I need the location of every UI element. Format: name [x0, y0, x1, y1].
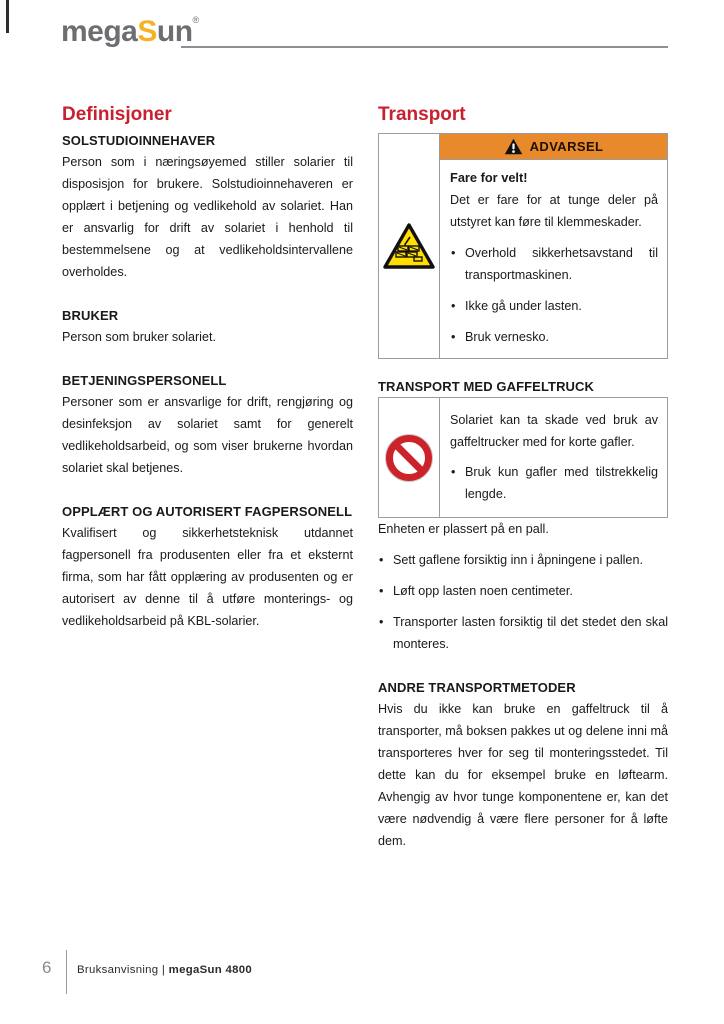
prohibition-icon-cell — [379, 398, 440, 517]
warning-box — [378, 133, 668, 359]
definitions-title: Definisjoner — [62, 104, 172, 125]
forklift-step: • Løft opp lasten noen centimeter. — [378, 580, 668, 602]
warning-bullet: • Ikke gå under lasten. — [450, 295, 658, 317]
forklift-step: • Transporter lasten forsiktig til det stedet den skal monteres. — [378, 611, 668, 655]
footer-model: megaSun 4800 — [168, 964, 253, 976]
warning-bullet: • Bruk vernesko. — [450, 326, 658, 348]
warning-bullet: • Overhold sikkerhetsavstand til transportmaskinen. — [450, 242, 658, 286]
heading-bruker: BRUKER — [62, 308, 119, 323]
paragraph-betjeningspersonell: Personer som er ansvarlige for drift, rengjøring og desinfeksjon av solariet samt for generelt vedlikeholdsarbeid, og som viser brukerne hvordan solariet skal betjenes. — [62, 395, 353, 475]
forklift-notice-body: Solariet kan ta skade ved bruk av gaffeltrucker med for korte gafler. — [450, 413, 658, 449]
forklift-step: • Sett gaflene forsiktig inn i åpningene i pallen. — [378, 549, 668, 571]
heading-betjeningspersonell: BETJENINGSPERSONELL — [62, 373, 227, 388]
footer-divider — [66, 950, 67, 994]
print-crop-mark — [6, 0, 9, 33]
page-number: 6 — [42, 958, 52, 977]
forklift-notice-bullet: • Bruk kun gafler med tilstrekkelig lengde. — [450, 461, 658, 505]
heading-gaffeltruck: TRANSPORT MED GAFFELTRUCK — [378, 379, 595, 394]
paragraph-fagpersonell: Kvalifisert og sikkerhetsteknisk utdannet fagpersonell fra produsenten eller fra et eksternt firma, som har fått opplæring av produsenten og er autorisert av denne til å utføre monterings- og vedlikeholdsarbeid på KBL-solarier. — [62, 526, 353, 628]
forklift-steps — [378, 549, 668, 655]
paragraph-solstudioinnehaver: Person som i næringsøyemed stiller solarier til disposisjon for brukere. Solstudioinnehaveren er opplært i betjening og vedlikehold av solariet. Han er ansvarlig for drift av solariet i henhold til bestemmelsene og at vedlikeholdsintervallene overholdes. — [62, 155, 353, 279]
definitions-column — [62, 104, 353, 852]
footer-label: Bruksanvisning | — [77, 964, 169, 976]
registered-mark: ® — [192, 15, 200, 25]
logo-text-s: S — [137, 15, 157, 48]
paragraph-andre-transportmetoder: Hvis du ikke kan bruke en gaffeltruck til å transporter, må boksen pakkes ut og delene inni må transporteres hver for seg til monteringsstedet. Til dette kan du for eksempel bruke en løftearm. Avhengig av hvor tunge komponentene er, kan det være nødvendig å være flere personer for å løfte dem. — [378, 702, 668, 848]
pallet-note: Enheten er plassert på en pall. — [378, 522, 549, 536]
logo-text-un: un — [156, 15, 193, 48]
transport-column — [378, 104, 668, 852]
forklift-notice-box — [378, 397, 668, 518]
heading-fagpersonell: OPPLÆRT OG AUTORISERT FAGPERSONELL — [62, 504, 353, 519]
page-body — [62, 104, 668, 852]
advarsel-label: ADVARSEL — [529, 139, 604, 154]
paragraph-bruker: Person som bruker solariet. — [62, 330, 216, 344]
footer-doc-title — [77, 964, 252, 976]
warning-lead: Fare for velt! — [450, 170, 528, 185]
heading-solstudioinnehaver: SOLSTUDIOINNEHAVER — [62, 133, 216, 148]
heading-andre-transportmetoder: ANDRE TRANSPORTMETODER — [378, 680, 576, 695]
forklift-notice-content — [440, 398, 667, 517]
warning-content — [440, 134, 667, 358]
suspended-load-warning-icon — [383, 223, 435, 270]
exclamation-triangle-icon — [504, 138, 523, 155]
warning-body: Det er fare for at tunge deler på utstyret kan føre til klemmeskader. — [450, 193, 658, 229]
warning-text — [440, 160, 667, 358]
logo-text-mega: mega — [61, 15, 138, 48]
warning-icon-cell — [379, 134, 440, 358]
transport-title: Transport — [378, 104, 466, 125]
prohibition-icon — [384, 433, 434, 483]
megasun-logo — [61, 15, 199, 49]
advarsel-header — [440, 134, 667, 160]
header-rule — [181, 46, 668, 48]
